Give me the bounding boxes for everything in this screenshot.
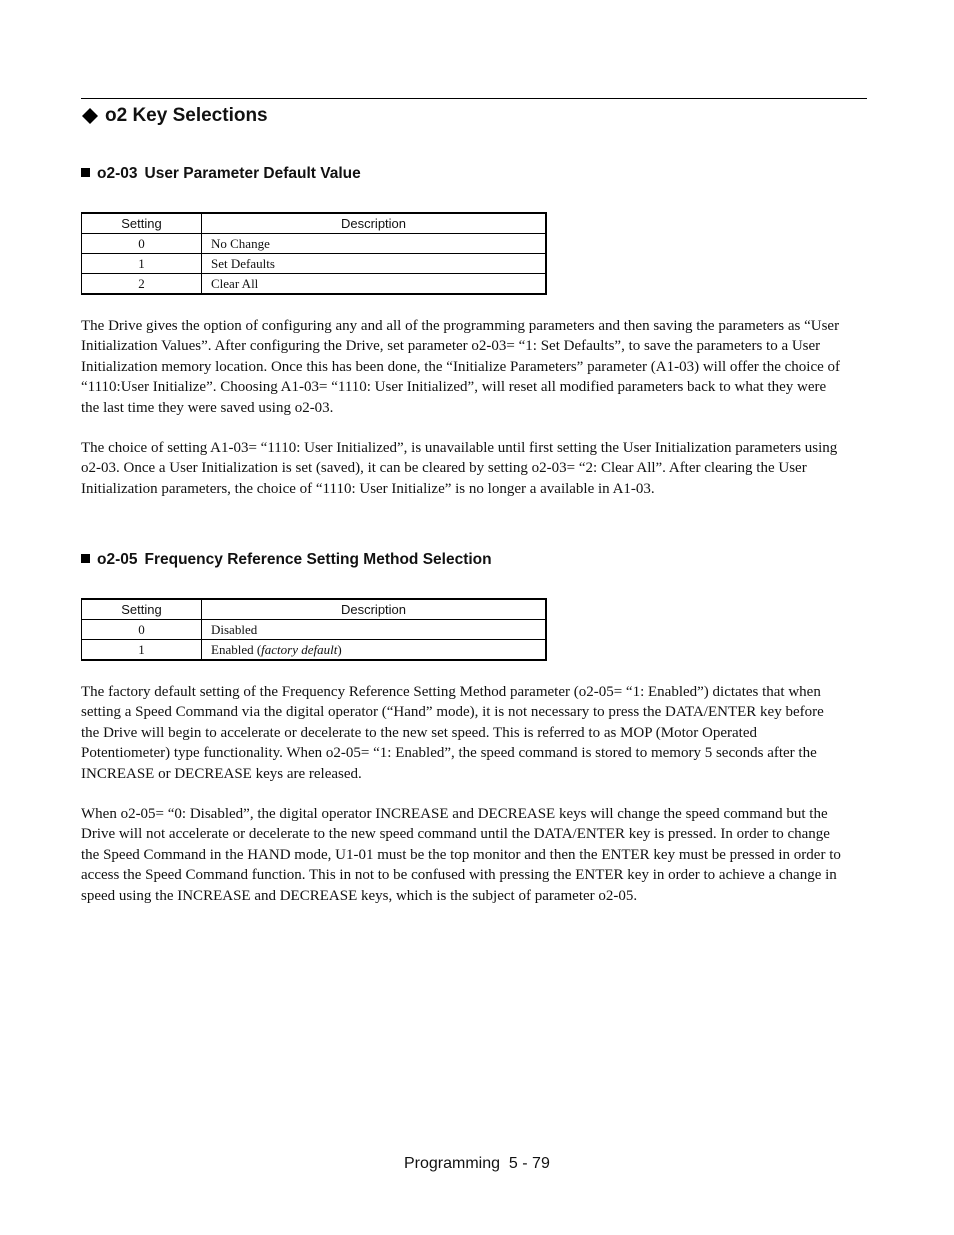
text-line: The choice of setting A1-03= “1110: User Initialized”, is unavailable until first setting the User Initialization parameters using bbox=[81, 440, 838, 456]
setting-cell: 0 bbox=[82, 234, 202, 254]
parameter-code: o2-03 bbox=[97, 165, 138, 182]
subsection-heading-o2-05 bbox=[81, 550, 492, 570]
factory-default-note: factory default bbox=[261, 641, 338, 657]
section-heading bbox=[81, 103, 268, 129]
paragraph-disabled-mode bbox=[81, 804, 867, 906]
settings-table-o2-03 bbox=[81, 212, 547, 295]
text-line: the Speed Command in the HAND mode, U1-01 must be the top monitor and then the ENTER key must be pressed in order to bbox=[81, 846, 841, 863]
page-number: 5 - 79 bbox=[508, 1155, 550, 1172]
text-line: INCREASE or DECREASE keys are released. bbox=[81, 765, 362, 782]
table-row bbox=[82, 640, 547, 661]
text-line: “1110:User Initialize”. Choosing A1-03= “1110: User Initialized”, will reset all modified parameters back to what they were bbox=[81, 379, 827, 396]
description-cell: Set Defaults bbox=[202, 254, 547, 274]
text-line: Potentiometer) type functionality. When o2-05= “1: Enabled”, the speed command is stored to memory 5 seconds after the bbox=[81, 745, 817, 762]
description-cell bbox=[202, 640, 547, 661]
text-line: The Drive gives the option of configuring any and all of the programming parameters and then saving the parameters as “User bbox=[81, 318, 840, 334]
table-header-row bbox=[82, 213, 547, 234]
filled-diamond-icon bbox=[81, 107, 99, 125]
table-row bbox=[82, 234, 547, 254]
setting-cell: 1 bbox=[82, 640, 202, 661]
setting-cell: 2 bbox=[82, 274, 202, 295]
table-header-description: Description bbox=[202, 213, 547, 234]
text-line: the Drive will begin to accelerate or decelerate to the new set speed. This is referred to as MOP (Motor Operated bbox=[81, 724, 757, 741]
description-cell: No Change bbox=[202, 234, 547, 254]
table-row bbox=[82, 620, 547, 640]
table-header-setting: Setting bbox=[82, 213, 202, 234]
text-line: Initialization Values”. After configuring the Drive, set parameter o2-03= “1: Set Defaults”, to save the parameters to a User bbox=[81, 338, 821, 355]
top-rule bbox=[81, 98, 867, 99]
text-line: o2-03. Once a User Initialization is set (saved), it can be cleared by setting o2-03= “2: Clear All”. After clearing the User bbox=[81, 460, 807, 477]
settings-table-o2-05 bbox=[81, 598, 547, 661]
filled-square-bullet-icon bbox=[81, 554, 90, 563]
text-line: When o2-05= “0: Disabled”, the digital operator INCREASE and DECREASE keys will change the speed command but the bbox=[81, 806, 828, 822]
setting-cell: 0 bbox=[82, 620, 202, 640]
description-suffix: ) bbox=[337, 641, 342, 657]
text-line: Initialization memory location. Once this has been done, the “Initialize Parameters” parameter (A1-03) will offer the choice of bbox=[81, 358, 841, 375]
description-text: Enabled ( bbox=[211, 641, 262, 657]
text-line: the last time they were saved using o2-03. bbox=[81, 399, 334, 416]
table-header-setting: Setting bbox=[82, 599, 202, 620]
text-line: setting a Speed Command via the digital operator (“Hand” mode), it is not necessary to press the DATA/ENTER key before bbox=[81, 704, 824, 721]
filled-square-bullet-icon bbox=[81, 168, 90, 177]
paragraph-user-defaults bbox=[81, 316, 867, 418]
table-header-description: Description bbox=[202, 599, 547, 620]
table-header-row bbox=[82, 599, 547, 620]
description-cell: Clear All bbox=[202, 274, 547, 295]
parameter-title: Frequency Reference Setting Method Selection bbox=[144, 551, 492, 568]
table-row bbox=[82, 274, 547, 295]
subsection-heading-o2-03 bbox=[81, 164, 361, 184]
text-line: speed using the INCREASE and DECREASE keys, which is the subject of parameter o2-05. bbox=[81, 887, 638, 904]
page-footer bbox=[404, 1155, 564, 1173]
parameter-title: User Parameter Default Value bbox=[144, 165, 361, 182]
description-cell: Disabled bbox=[202, 620, 547, 640]
footer-chapter: Programming bbox=[404, 1155, 501, 1172]
text-line: Initialization parameters, the choice of “1110: User Initialize” is no longer a available in A1-03. bbox=[81, 480, 655, 497]
paragraph-user-initialize bbox=[81, 438, 867, 499]
parameter-code: o2-05 bbox=[97, 551, 138, 568]
text-line: access the Speed Command function. This in not to be confused with pressing the ENTER key in order to achieve a change in bbox=[81, 867, 837, 884]
paragraph-factory-default bbox=[81, 682, 867, 784]
table-row bbox=[82, 254, 547, 274]
section-title: o2 Key Selections bbox=[105, 105, 268, 126]
setting-cell: 1 bbox=[82, 254, 202, 274]
text-line: The factory default setting of the Frequency Reference Setting Method parameter (o2-05= “1: Enabled”) dictates that when bbox=[81, 684, 821, 700]
text-line: Drive will not accelerate or decelerate to the new speed command until the DATA/ENTER key is pressed. In order to change bbox=[81, 826, 830, 843]
